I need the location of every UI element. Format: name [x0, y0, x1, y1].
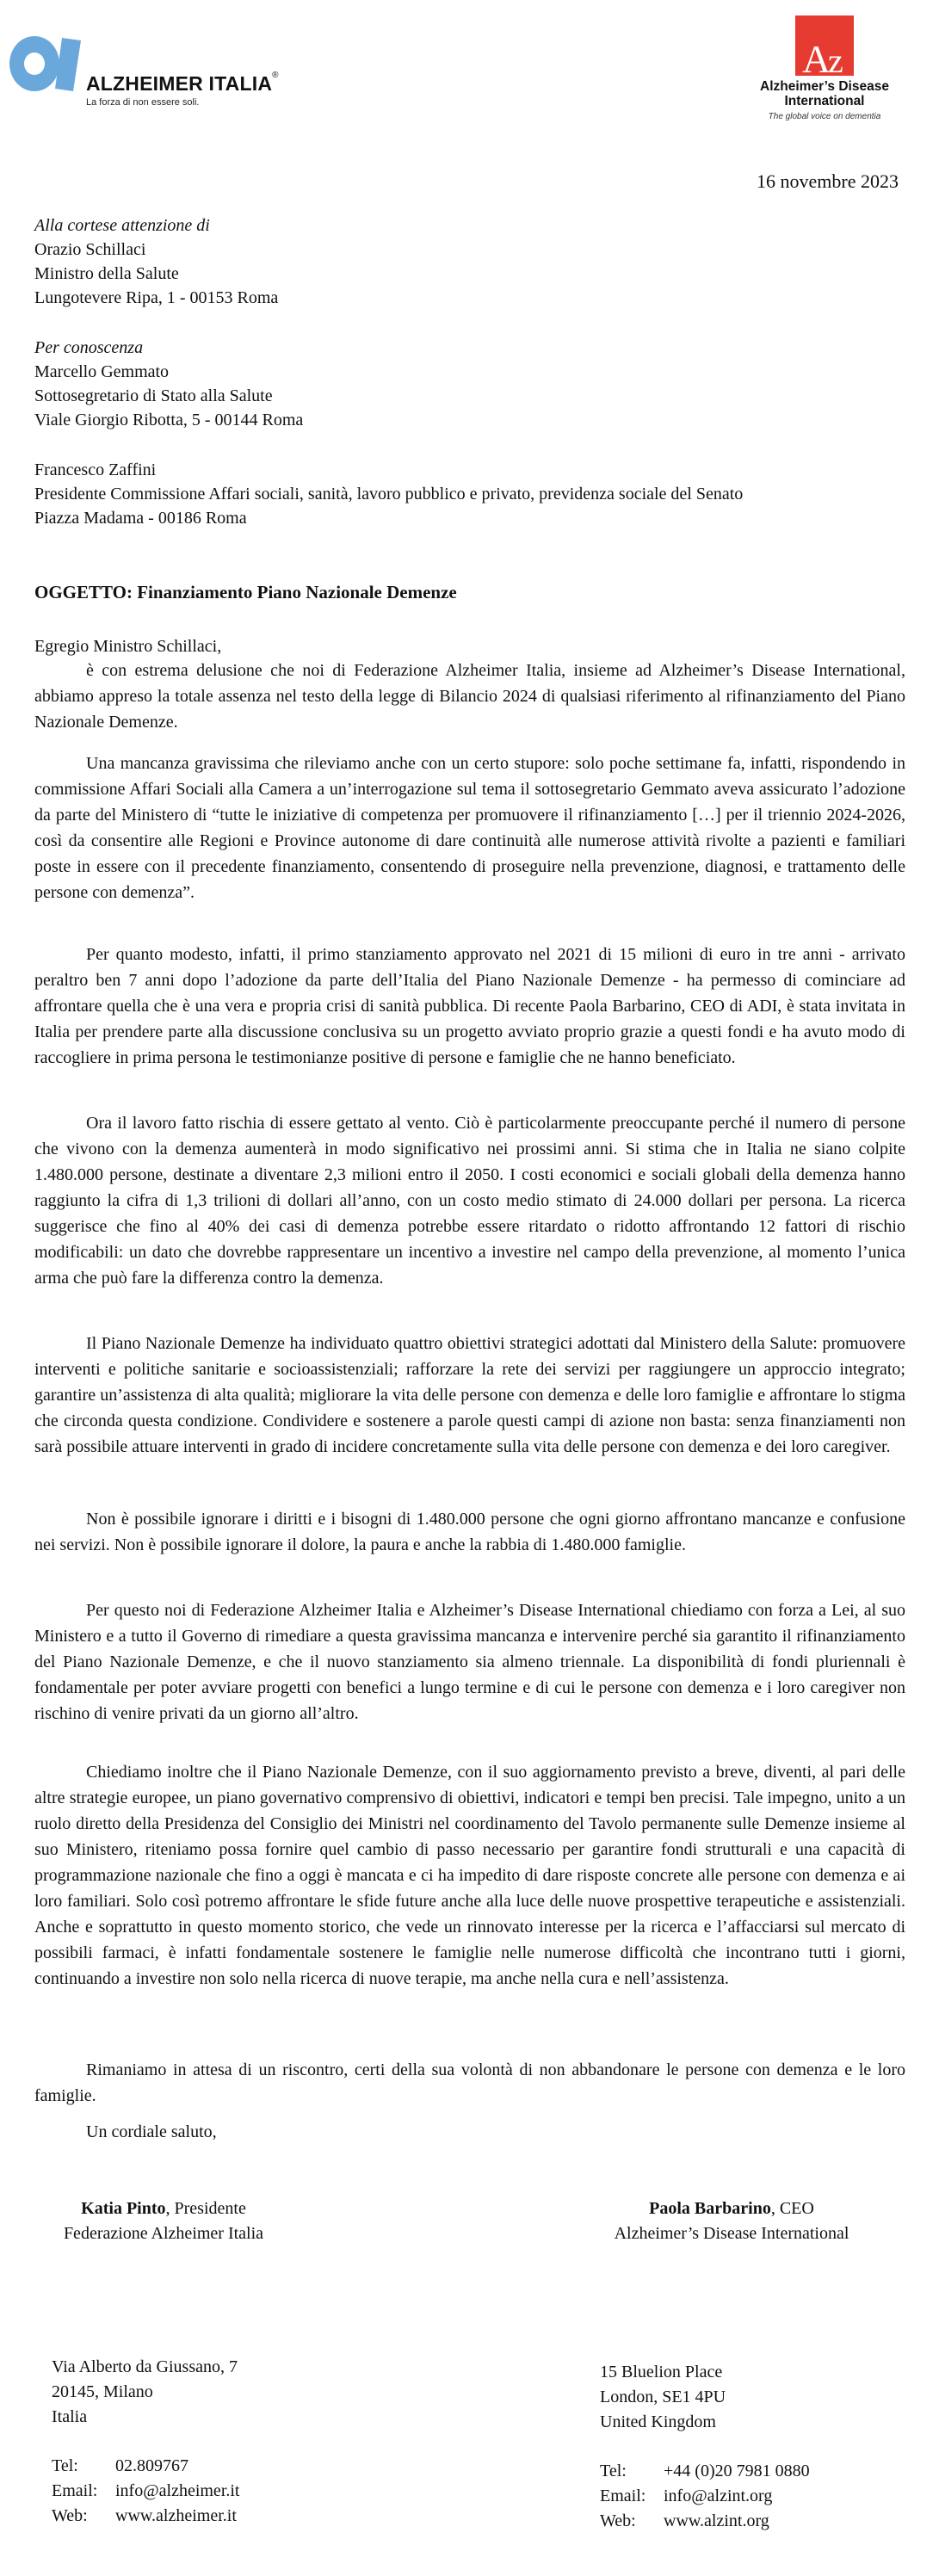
letter-date: 16 novembre 2023	[757, 170, 899, 192]
adi-az-mark-icon	[795, 15, 854, 76]
adi-name: Alzheimer’s Disease International	[760, 79, 889, 108]
tel-label: Tel:	[600, 2462, 627, 2480]
body-paragraph-2: Una mancanza gravissima che rileviamo anche con un certo stupore: solo poche settimane fa, infatti, rispondendo in commissione Affari Sociali alla Camera a un’interrogazione sul tema il sottosegretario Gemmato aveva assicurato l’adozione da parte del Ministero di “tutte le iniziative di competenza per promuovere il rifinanziamento […] per il triennio 2024-2026, così da consentire alle Regioni e Province autonome di dare continuità alle numerose attività rivolte a pazienti e familiari poste in essere con il precedente finanziamento, consentendo di proseguire nella prevenzione, diagnosi, e trattamento delle persone con demenza”.	[34, 754, 905, 902]
footer-contact-italy	[52, 2355, 239, 2529]
signer-name: Paola Barbarino	[649, 2199, 771, 2218]
cc-label: Per conoscenza	[34, 338, 144, 357]
cc-recipient-2	[34, 458, 904, 530]
footer-contact-uk	[600, 2360, 810, 2534]
attention-label: Alla cortese attenzione di	[34, 216, 210, 235]
signer-org: Alzheimer’s Disease International	[614, 2224, 849, 2243]
closing: Un cordiale saluto,	[86, 2122, 217, 2141]
letter-subject: OGGETTO: Finanziamento Piano Nazionale Demenze	[34, 582, 457, 602]
cc-name: Marcello Gemmato	[34, 362, 170, 381]
tel-value: 02.809767	[115, 2456, 188, 2475]
alzheimer-italia-tagline: La forza di non essere soli.	[86, 97, 200, 108]
address-line: Via Alberto da Giussano, 7	[52, 2357, 238, 2376]
recipient-title: Ministro della Salute	[34, 264, 179, 283]
address-line: United Kingdom	[600, 2412, 716, 2431]
address-line: London, SE1 4PU	[600, 2388, 726, 2406]
body-paragraph-4: Ora il lavoro fatto rischia di essere gettato al vento. Ciò è particolarmente preoccupante perché il numero di persone che vivono con la demenza aumenterà in modo significativo nei prossimi anni. Si stima che in Italia ne siano colpite 1.480.000 persone, destinate a diventare 2,3 milioni entro il 2050. I costi economici e sociali globali della demenza hanno raggiunto la cifra di 1,3 trilioni di dollari all’anno, con un costo medio stimato di 24.000 dollari per persona. La ricerca suggerisce che fino al 40% dei casi di demenza potrebbe essere ritardato o ridotto affrontando 12 fattori di rischio modificabili: un dato che dovrebbe rappresentare un incentivo a investire nel campo della prevenzione, al momento l’unica arma che può fare la differenza contro la demenza.	[34, 1114, 905, 1288]
body-paragraph-3: Per quanto modesto, infatti, il primo stanziamento approvato nel 2021 di 15 milioni di euro in tre anni - arrivato peraltro ben 7 anni dopo l’adozione da parte dell’Italia del Piano Nazionale Demenze - ha permesso di cominciare ad affrontare quella che è una vera e propria crisi di sanità pubblica. Di recente Paola Barbarino, CEO di ADI, è stata invitata in Italia per prendere parte alla discussione conclusiva su un progetto avviato proprio grazie a questi fondi e ha avuto modo di raccogliere in prima persona le testimonianze positive di persone e famiglie che ne hanno beneficiato.	[34, 945, 905, 1067]
address-line: 15 Bluelion Place	[600, 2363, 723, 2381]
body-paragraph-9: Rimaniamo in attesa di un riscontro, certi della sua volontà di non abbandonare le persone con demenza e le loro famiglie.	[34, 2060, 905, 2105]
adi-tagline: The global voice on dementia	[768, 112, 881, 121]
tel-label: Tel:	[52, 2456, 78, 2475]
address-line: Italia	[52, 2407, 88, 2426]
web-label: Web:	[52, 2506, 88, 2525]
svg-text:A: A	[802, 37, 831, 76]
body-paragraph-1: è con estrema delusione che noi di Federazione Alzheimer Italia, insieme ad Alzheimer’s Disease International, abbiamo appreso la totale assenza nel testo della legge di Bilancio 2024 di qualsiasi riferimento al rifinanziamento del Piano Nazionale Demenze.	[34, 661, 905, 732]
signer-role: , CEO	[770, 2199, 814, 2218]
alzheimer-italia-name: ALZHEIMER ITALIA®	[86, 71, 279, 95]
recipient-name: Orazio Schillaci	[34, 240, 146, 259]
body-paragraph-7: Per questo noi di Federazione Alzheimer Italia e Alzheimer’s Disease International chiediamo con forza a Lei, al suo Ministero e a tutto il Governo di rimediare a questa gravissima mancanza e intervenire perché sia garantito il rifinanziamento del Piano Nazionale Demenze, e che il nuovo stanziamento sia almeno triennale. La disponibilità di fondi pluriennali è fondamentale per poter avviare progetti con benefici a lungo termine e di cui le persone con demenza e i loro caregiver non rischino di venire privati da un giorno all’altro.	[34, 1601, 905, 1723]
cc-title: Sottosegretario di Stato alla Salute	[34, 386, 273, 405]
email-label: Email:	[52, 2481, 98, 2500]
body-paragraph-5: Il Piano Nazionale Demenze ha individuato quattro obiettivi strategici adottati dal Ministero della Salute: promuovere interventi e politiche sanitarie e socioassistenziali; rafforzare la rete dei servizi per raggiungere un approccio integrato; garantire un’assistenza di alta qualità; migliorare la vita delle persone con demenza e delle loro famiglie e affrontare lo stigma che circonda questa condizione. Condividere e sostenere a parole questi campi di azione non basta: senza finanziamenti non sarà possibile attuare interventi in grado di incidere concretamente sulla vita delle persone con demenza e dei loro caregiver.	[34, 1334, 905, 1456]
signer-role: , Presidente	[165, 2199, 246, 2218]
svg-text:z: z	[828, 41, 843, 76]
alzheimer-italia-mark-icon	[9, 34, 83, 93]
cc-recipient-1	[34, 336, 904, 432]
body-paragraph-8: Chiediamo inoltre che il Piano Nazionale Demenze, con il suo aggiornamento previsto a breve, diventi, al pari delle altre strategie europee, un piano governativo comprensivo di obiettivi, indicatori e tempi ben precisi. Tale impegno, unito a un ruolo diretto della Presidenza del Consiglio dei Ministri nel coordinamento del Tavolo permanente sulle Demenze insieme al suo Ministero, riteniamo possa fornire quel cambio di passo necessario per garantire fondi strutturali e una capacità di programmazione nazionale che fino a oggi è mancata e ci ha impedito di dare risposte concrete alle persone con demenza e ai loro familiari. Solo così potremo affrontare le sfide future anche alla luce delle nuove prospettive terapeutiche e assistenziali. Anche e soprattutto in questo momento storico, che vede un rinnovato interesse per la ricerca e l’affacciarsi sul mercato di possibili farmaci, è infatti fondamentale sostenere le famiglie nelle numerose difficoltà che incontrano tutti i giorni, continuando a investire non solo nella ricerca di nuove terapie, ma anche nella cura e nell’assistenza.	[34, 1763, 905, 1988]
cc-title: Presidente Commissione Affari sociali, sanità, lavoro pubblico e privato, previdenza sociale del Senato	[34, 485, 744, 503]
email-link[interactable]: info@alzint.org	[664, 2486, 773, 2505]
adi-logo	[738, 15, 911, 136]
email-link[interactable]: info@alzheimer.it	[115, 2481, 240, 2500]
signature-left	[26, 2196, 301, 2246]
primary-recipient	[34, 213, 904, 310]
body-paragraph-6: Non è possibile ignorare i diritti e i bisogni di 1.480.000 persone che ogni giorno affrontano mancanze e confusione nei servizi. Non è possibile ignorare il dolore, la paura e anche la rabbia di 1.480.000 famiglie.	[34, 1510, 905, 1554]
email-label: Email:	[600, 2486, 646, 2505]
cc-address: Piazza Madama - 00186 Roma	[34, 509, 247, 528]
signature-right	[585, 2196, 878, 2246]
alzheimer-italia-logo	[7, 34, 291, 116]
signer-name: Katia Pinto	[81, 2199, 166, 2218]
cc-address: Viale Giorgio Ribotta, 5 - 00144 Roma	[34, 411, 304, 429]
web-link[interactable]: www.alzheimer.it	[115, 2506, 237, 2525]
web-link[interactable]: www.alzint.org	[664, 2511, 769, 2530]
web-label: Web:	[600, 2511, 636, 2530]
salutation: Egregio Ministro Schillaci,	[34, 637, 222, 656]
recipient-address: Lungotevere Ripa, 1 - 00153 Roma	[34, 288, 279, 307]
signer-org: Federazione Alzheimer Italia	[63, 2224, 264, 2243]
address-line: 20145, Milano	[52, 2382, 153, 2401]
cc-name: Francesco Zaffini	[34, 460, 157, 479]
tel-value: +44 (0)20 7981 0880	[664, 2462, 810, 2480]
